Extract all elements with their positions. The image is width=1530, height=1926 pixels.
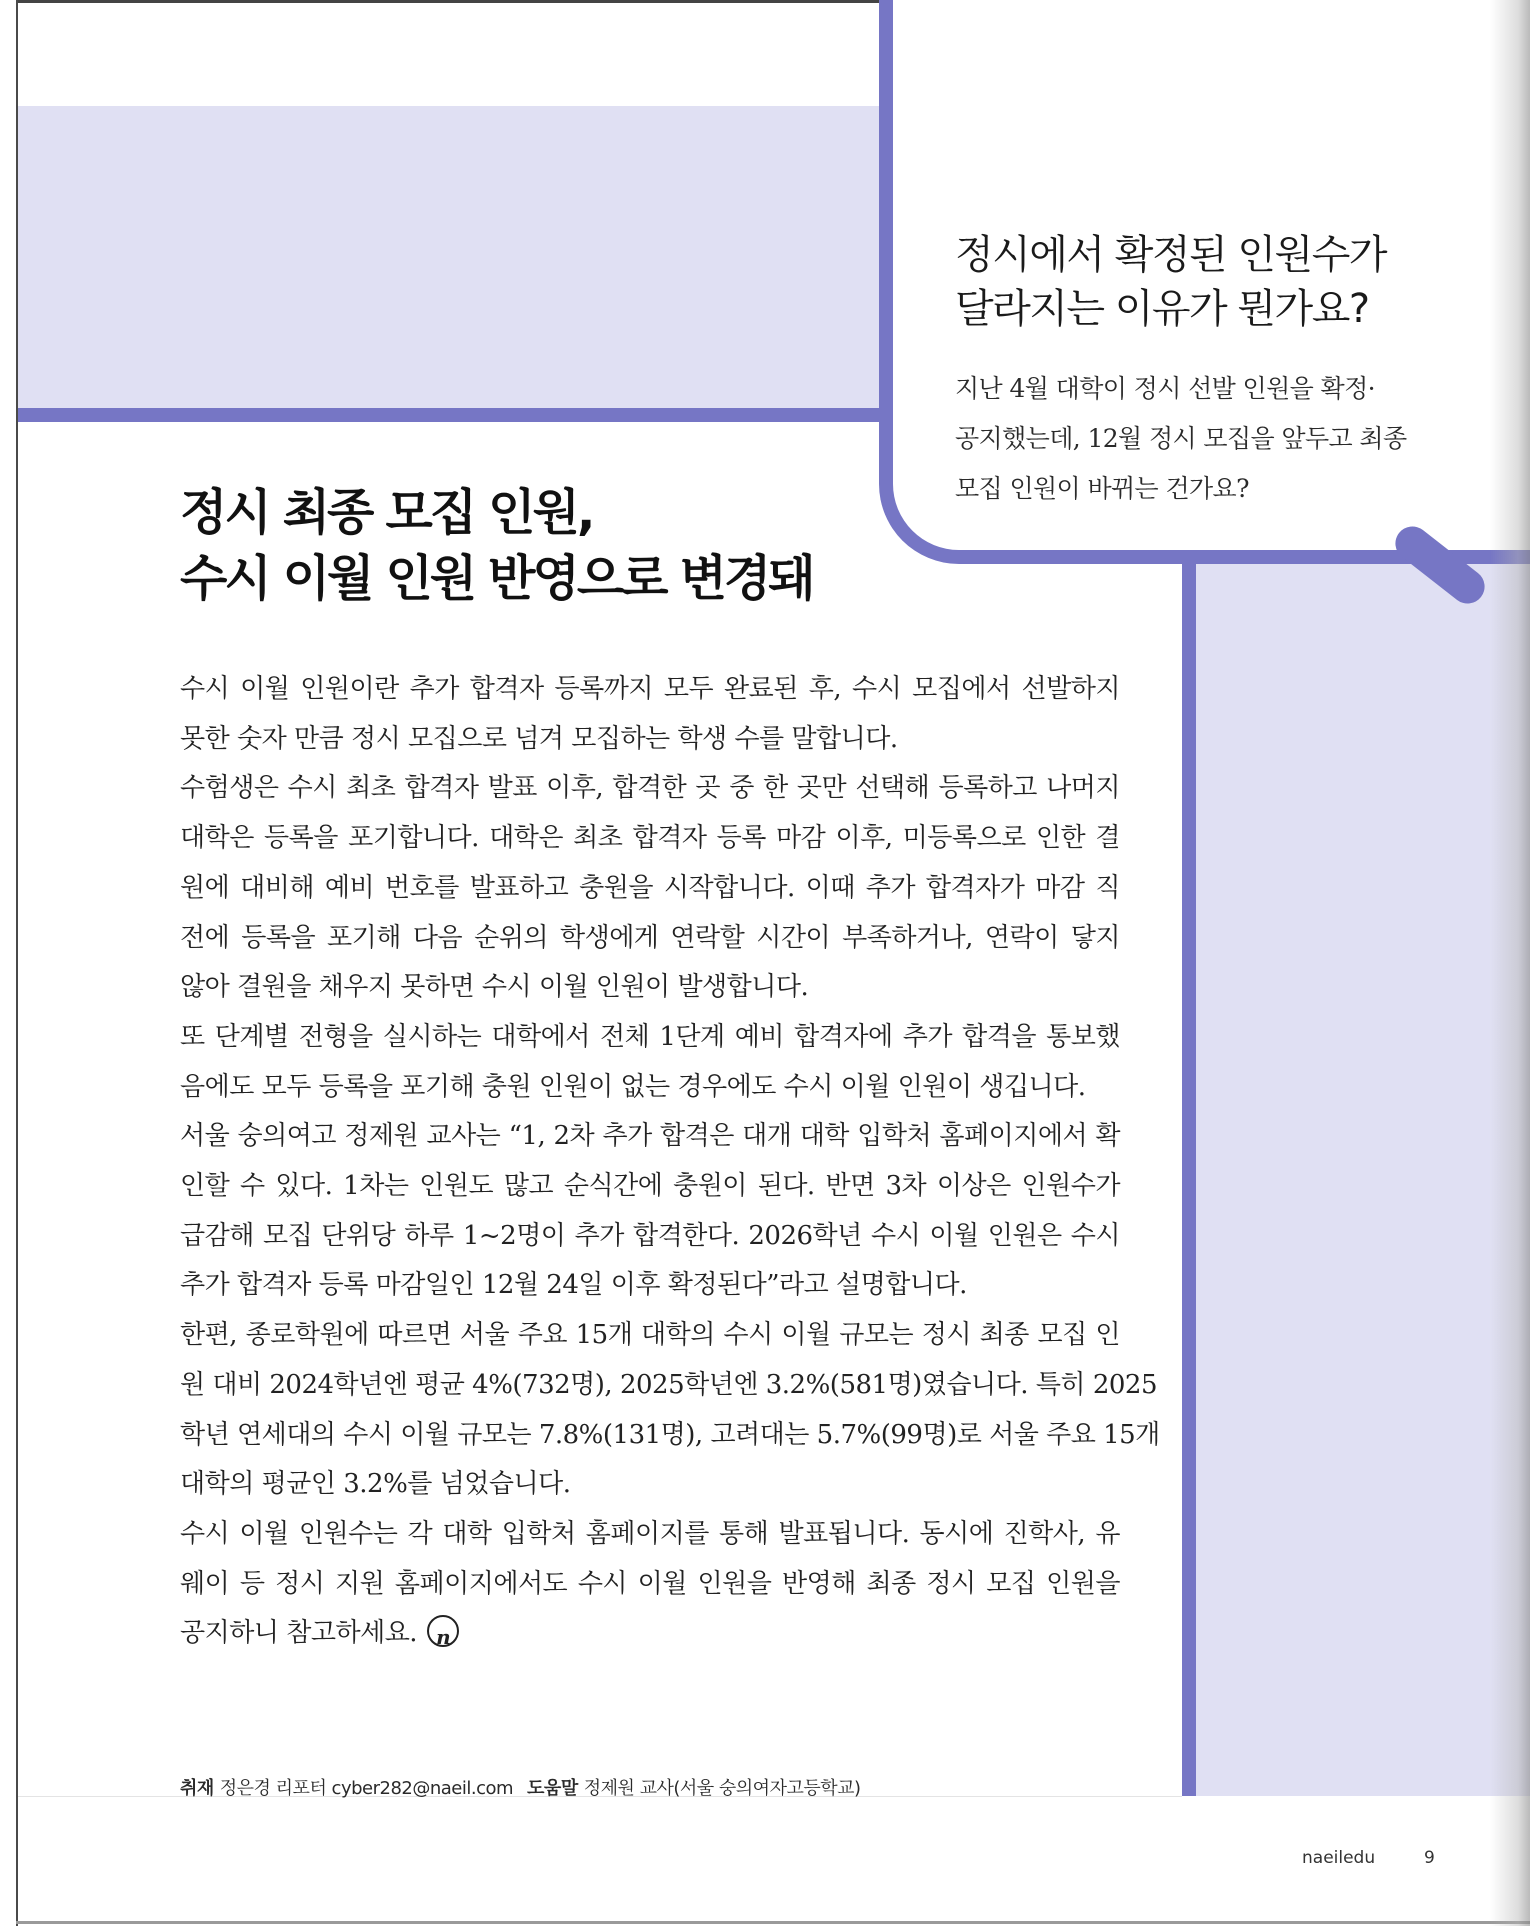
body-line: 대학은 등록을 포기합니다. 대학은 최초 합격자 등록 마감 이후, 미등록으로 인한 결: [180, 823, 1120, 854]
body-line-text: 공지하니 참고하세요.: [180, 1618, 418, 1649]
body-line: 전에 등록을 포기해 다음 순위의 학생에게 연락할 시간이 부족하거나, 연락이 닿지: [180, 922, 1120, 953]
body-line: 수험생은 수시 최초 합격자 발표 이후, 합격한 곳 중 한 곳만 선택해 등록하고 나머지: [180, 773, 1120, 804]
body-line: 원 대비 2024학년엔 평균 4%(732명), 2025학년엔 3.2%(581명)였습니다. 특히 2025: [180, 1369, 1157, 1400]
body-line: 않아 결원을 채우지 못하면 수시 이월 인원이 발생합니다.: [180, 972, 809, 1003]
article-title: 정시 최종 모집 인원, 수시 이월 인원 반영으로 변경돼: [180, 484, 813, 607]
body-line: 인할 수 있다. 1차는 인원도 많고 순식간에 충원이 된다. 반면 3차 이상은 인원수가: [180, 1171, 1120, 1202]
accent-vertical-bar: [1182, 560, 1196, 1796]
body-line: 음에도 모두 등록을 포기해 충원 인원이 없는 경우에도 수시 이월 인원이 생깁니다.: [180, 1071, 1086, 1102]
page-bottom-edge: [16, 1921, 1530, 1924]
question-title: 정시에서 확정된 인원수가 달라지는 이유가 뭔가요?: [955, 232, 1386, 332]
footer-brand: naeiledu: [1302, 1848, 1376, 1868]
body-line: 학년 연세대의 수시 이월 규모는 7.8%(131명), 고려대는 5.7%(99명)로 서울 주요 15개: [180, 1419, 1160, 1450]
body-line: 급감해 모집 단위당 하루 1~2명이 추가 합격한다. 2026학년 수시 이월 인원은 수시: [180, 1220, 1120, 1251]
article-credits: [180, 1774, 861, 1800]
article-body: [180, 665, 1160, 1659]
question-body: 지난 4월 대학이 정시 선발 인원을 확정· 공지했는데, 12월 정시 모집을 앞두고 최종 모집 인원이 바뀌는 건가요?: [955, 374, 1407, 503]
body-line: 서울 숭의여고 정제원 교사는 “1, 2차 추가 합격은 대개 대학 입학처 홈페이지에서 확: [180, 1121, 1120, 1152]
credits-help-label: 도움말: [527, 1778, 578, 1799]
accent-horizontal-bar: [18, 408, 885, 422]
body-line: 추가 합격자 등록 마감일인 12월 24일 이후 확정된다”라고 설명합니다.: [180, 1270, 967, 1301]
credits-reporting-label: 취재: [180, 1778, 214, 1799]
naeil-end-mark-icon: [427, 1615, 459, 1647]
body-line: 수시 이월 인원수는 각 대학 입학처 홈페이지를 통해 발표됩니다. 동시에 진학사, 유: [180, 1518, 1120, 1549]
body-line: 수시 이월 인원이란 추가 합격자 등록까지 모두 완료된 후, 수시 모집에서 선발하지: [180, 674, 1120, 704]
body-line: 원에 대비해 예비 번호를 발표하고 충원을 시작합니다. 이때 추가 합격자가 마감 직: [180, 872, 1120, 903]
body-line-final: [180, 1609, 1120, 1659]
body-line: 웨이 등 정시 지원 홈페이지에서도 수시 이월 인원을 반영해 최종 정시 모집 인원을: [180, 1568, 1120, 1599]
body-line: 한편, 종로학원에 따르면 서울 주요 15개 대학의 수시 이월 규모는 정시 최종 모집 인: [180, 1320, 1120, 1351]
body-line: 못한 숫자 만큼 정시 모집으로 넘겨 모집하는 학생 수를 말합니다.: [180, 723, 898, 754]
body-line: 대학의 평균인 3.2%를 넘었습니다.: [180, 1469, 571, 1500]
credits-help-value: 정제원 교사(서울 숭의여자고등학교): [583, 1778, 861, 1799]
page-left-edge: [0, 0, 18, 1926]
page-number: 9: [1424, 1848, 1435, 1868]
body-line: 또 단계별 전형을 실시하는 대학에서 전체 1단계 예비 합격자에 추가 합격을 통보했: [180, 1021, 1120, 1052]
lavender-top-block: [18, 106, 885, 408]
lavender-right-block: [1196, 560, 1530, 1796]
credits-reporting-value: 정은경 리포터 cyber282@naeil.com: [219, 1778, 514, 1799]
page-fold-shadow: [1490, 0, 1530, 1926]
